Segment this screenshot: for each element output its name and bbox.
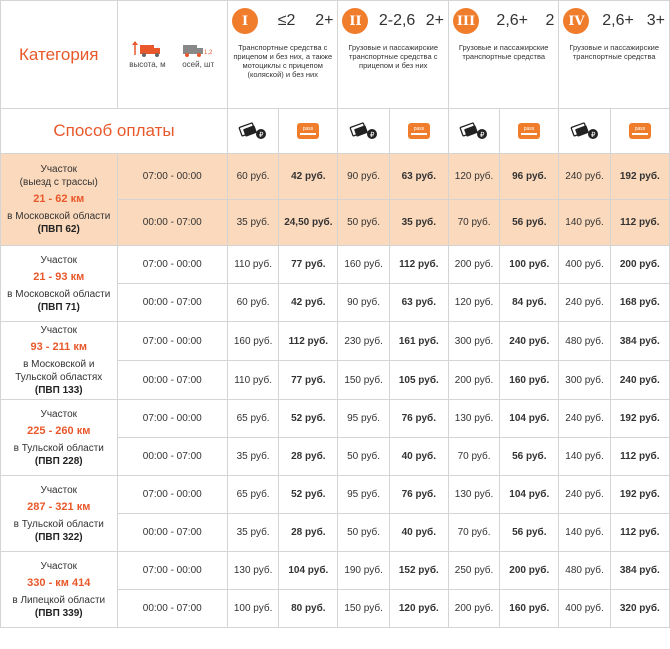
price-cash: 50 руб. bbox=[338, 438, 389, 476]
price-cash: 95 руб. bbox=[338, 400, 389, 438]
time-range: 07:00 - 00:00 bbox=[117, 246, 227, 284]
price-cash: 90 руб. bbox=[338, 154, 389, 200]
price-transponder: 77 руб. bbox=[279, 361, 338, 400]
price-cash: 100 руб. bbox=[227, 590, 278, 628]
category-icons-cell bbox=[117, 1, 227, 109]
section-pvp: (ПВП 62) bbox=[37, 224, 80, 235]
axles-range: 1,2 bbox=[204, 49, 213, 56]
price-cash: 35 руб. bbox=[227, 514, 278, 552]
price-transponder: 384 руб. bbox=[610, 322, 669, 361]
class-3-header bbox=[448, 1, 558, 109]
price-transponder: 384 руб. bbox=[610, 552, 669, 590]
payment-pass-cell bbox=[279, 109, 338, 154]
table-row bbox=[1, 322, 670, 361]
price-cash: 140 руб. bbox=[559, 200, 610, 246]
section-pvp: (ПВП 322) bbox=[34, 531, 83, 543]
price-transponder: 24,50 руб. bbox=[279, 200, 338, 246]
section-pvp: (ПВП 133) bbox=[34, 385, 83, 396]
price-transponder: 56 руб. bbox=[500, 438, 559, 476]
cash-card-icon bbox=[228, 122, 278, 140]
section-title: Участок bbox=[40, 325, 78, 336]
price-cash: 140 руб. bbox=[559, 438, 610, 476]
price-transponder: 28 руб. bbox=[279, 514, 338, 552]
price-transponder: 96 руб. bbox=[500, 154, 559, 200]
price-transponder: 76 руб. bbox=[389, 400, 448, 438]
price-cash: 480 руб. bbox=[559, 552, 610, 590]
class-2-axles: 2+ bbox=[425, 12, 444, 29]
pass-label: pass bbox=[634, 126, 646, 132]
price-cash: 200 руб. bbox=[448, 361, 499, 400]
section-title: Участок bbox=[40, 408, 78, 420]
section-km: 93 - 211 км bbox=[30, 341, 87, 353]
section-pvp: (ПВП 71) bbox=[37, 301, 80, 313]
price-transponder: 77 руб. bbox=[279, 246, 338, 284]
class-1-description: Транспортные средства с прицепом и без них, а также мотоциклы с прицепом (коляской) и без них bbox=[233, 43, 333, 79]
payment-cash-cell bbox=[559, 109, 610, 154]
section-label-cell bbox=[1, 400, 118, 476]
section-title: Участок bbox=[40, 254, 78, 266]
table-row bbox=[1, 552, 670, 590]
class-1-height: ≤2 bbox=[277, 12, 296, 29]
class-1-header bbox=[227, 1, 337, 109]
price-cash: 230 руб. bbox=[338, 322, 389, 361]
cash-card-icon bbox=[559, 122, 609, 140]
price-cash: 70 руб. bbox=[448, 514, 499, 552]
price-cash: 150 руб. bbox=[338, 361, 389, 400]
table-row bbox=[1, 154, 670, 200]
class-1-badge: I bbox=[232, 8, 258, 34]
time-range: 07:00 - 00:00 bbox=[117, 322, 227, 361]
table-row bbox=[1, 400, 670, 438]
price-transponder: 160 руб. bbox=[500, 590, 559, 628]
price-cash: 120 руб. bbox=[448, 284, 499, 322]
section-km: 287 - 321 км bbox=[27, 500, 91, 513]
time-range: 07:00 - 00:00 bbox=[117, 400, 227, 438]
price-transponder: 192 руб. bbox=[610, 476, 669, 514]
section-km: 21 - 62 км bbox=[33, 193, 85, 205]
payment-title: Способ оплаты bbox=[53, 121, 175, 140]
price-transponder: 112 руб. bbox=[610, 514, 669, 552]
price-transponder: 160 руб. bbox=[500, 361, 559, 400]
price-transponder: 192 руб. bbox=[610, 154, 669, 200]
price-transponder: 56 руб. bbox=[500, 200, 559, 246]
price-cash: 50 руб. bbox=[338, 514, 389, 552]
price-transponder: 112 руб. bbox=[610, 200, 669, 246]
section-label-cell bbox=[1, 552, 118, 628]
time-range: 00:00 - 07:00 bbox=[117, 284, 227, 322]
price-transponder: 42 руб. bbox=[279, 154, 338, 200]
section-region: в Московской и Тульской областях bbox=[15, 359, 103, 383]
price-transponder: 52 руб. bbox=[279, 476, 338, 514]
axles-label: осей, шт bbox=[182, 59, 215, 69]
price-cash: 300 руб. bbox=[559, 361, 610, 400]
price-cash: 140 руб. bbox=[559, 514, 610, 552]
category-title: Категория bbox=[19, 45, 99, 64]
axles-icon bbox=[181, 41, 215, 69]
price-transponder: 100 руб. bbox=[500, 246, 559, 284]
price-transponder: 104 руб. bbox=[500, 400, 559, 438]
class-2-description: Грузовые и пассажирские транспортные средства с прицепом и без них bbox=[348, 43, 438, 70]
price-cash: 160 руб. bbox=[338, 246, 389, 284]
price-cash: 190 руб. bbox=[338, 552, 389, 590]
price-transponder: 200 руб. bbox=[610, 246, 669, 284]
price-transponder: 84 руб. bbox=[500, 284, 559, 322]
transponder-pass-icon bbox=[611, 122, 669, 140]
time-range: 00:00 - 07:00 bbox=[117, 361, 227, 400]
price-cash: 90 руб. bbox=[338, 284, 389, 322]
time-range: 07:00 - 00:00 bbox=[117, 154, 227, 200]
transponder-pass-icon bbox=[279, 122, 337, 140]
category-header-row bbox=[1, 1, 670, 109]
price-cash: 120 руб. bbox=[448, 154, 499, 200]
price-transponder: 40 руб. bbox=[389, 438, 448, 476]
price-cash: 35 руб. bbox=[227, 438, 278, 476]
price-transponder: 112 руб. bbox=[279, 322, 338, 361]
payment-pass-cell bbox=[610, 109, 669, 154]
section-km: 21 - 93 км bbox=[33, 270, 85, 283]
price-transponder: 152 руб. bbox=[389, 552, 448, 590]
svg-text:₽: ₽ bbox=[259, 132, 264, 139]
price-cash: 240 руб. bbox=[559, 400, 610, 438]
section-label-cell bbox=[1, 476, 118, 552]
class-1-axles: 2+ bbox=[315, 12, 334, 29]
price-transponder: 168 руб. bbox=[610, 284, 669, 322]
section-label-cell bbox=[1, 154, 118, 246]
price-cash: 70 руб. bbox=[448, 438, 499, 476]
price-cash: 480 руб. bbox=[559, 322, 610, 361]
price-transponder: 80 руб. bbox=[279, 590, 338, 628]
cash-card-icon bbox=[338, 122, 388, 140]
class-4-height: 2,6+ bbox=[602, 12, 634, 29]
price-cash: 35 руб. bbox=[227, 200, 278, 246]
class-4-description: Грузовые и пассажирские транспортные средства bbox=[569, 43, 659, 61]
time-range: 07:00 - 00:00 bbox=[117, 552, 227, 590]
price-cash: 130 руб. bbox=[227, 552, 278, 590]
section-region: в Тульской области bbox=[13, 518, 104, 530]
price-cash: 65 руб. bbox=[227, 476, 278, 514]
svg-text:₽: ₽ bbox=[590, 132, 595, 139]
price-cash: 240 руб. bbox=[559, 284, 610, 322]
price-transponder: 104 руб. bbox=[500, 476, 559, 514]
class-4-axles: 3+ bbox=[646, 12, 665, 29]
time-range: 07:00 - 00:00 bbox=[117, 476, 227, 514]
category-title-cell bbox=[1, 1, 118, 109]
time-range: 00:00 - 07:00 bbox=[117, 514, 227, 552]
section-subtitle: (выезд с трассы) bbox=[19, 177, 98, 188]
price-cash: 300 руб. bbox=[448, 322, 499, 361]
section-pvp: (ПВП 228) bbox=[34, 455, 83, 467]
time-range: 00:00 - 07:00 bbox=[117, 438, 227, 476]
price-cash: 110 руб. bbox=[227, 246, 278, 284]
class-3-height: 2,6+ bbox=[496, 12, 529, 29]
section-region: в Тульской области bbox=[13, 442, 104, 454]
payment-cash-cell bbox=[338, 109, 389, 154]
price-cash: 240 руб. bbox=[559, 154, 610, 200]
price-cash: 200 руб. bbox=[448, 246, 499, 284]
class-3-axles: 2 bbox=[545, 12, 555, 29]
price-transponder: 161 руб. bbox=[389, 322, 448, 361]
price-transponder: 42 руб. bbox=[279, 284, 338, 322]
section-region: в Московской области bbox=[7, 211, 111, 222]
transponder-pass-icon bbox=[390, 122, 448, 140]
class-4-badge: IV bbox=[563, 8, 589, 34]
price-transponder: 120 руб. bbox=[389, 590, 448, 628]
time-range: 00:00 - 07:00 bbox=[117, 590, 227, 628]
price-cash: 70 руб. bbox=[448, 200, 499, 246]
price-transponder: 35 руб. bbox=[389, 200, 448, 246]
section-km: 330 - км 414 bbox=[27, 576, 91, 589]
price-cash: 160 руб. bbox=[227, 322, 278, 361]
price-transponder: 112 руб. bbox=[610, 438, 669, 476]
price-transponder: 40 руб. bbox=[389, 514, 448, 552]
pass-label: pass bbox=[524, 126, 535, 132]
section-title: Участок bbox=[40, 164, 78, 175]
height-label: высота, м bbox=[129, 59, 166, 69]
class-3-description: Грузовые и пассажирские транспортные средства bbox=[458, 43, 549, 61]
class-3-badge: III bbox=[453, 8, 479, 34]
price-cash: 50 руб. bbox=[338, 200, 389, 246]
price-transponder: 320 руб. bbox=[610, 590, 669, 628]
pass-label: pass bbox=[303, 126, 314, 132]
class-4-header bbox=[559, 1, 670, 109]
svg-text:₽: ₽ bbox=[369, 132, 375, 139]
payment-method-row bbox=[1, 109, 670, 154]
table-row bbox=[1, 246, 670, 284]
price-transponder: 63 руб. bbox=[389, 154, 448, 200]
cash-card-icon bbox=[449, 122, 499, 140]
transponder-pass-icon bbox=[500, 122, 558, 140]
price-transponder: 63 руб. bbox=[389, 284, 448, 322]
section-region: в Московской области bbox=[7, 288, 111, 300]
payment-cash-cell bbox=[448, 109, 499, 154]
price-cash: 250 руб. bbox=[448, 552, 499, 590]
price-transponder: 104 руб. bbox=[279, 552, 338, 590]
price-transponder: 56 руб. bbox=[500, 514, 559, 552]
class-2-header bbox=[338, 1, 448, 109]
price-cash: 95 руб. bbox=[338, 476, 389, 514]
table-row bbox=[1, 476, 670, 514]
height-icon bbox=[129, 41, 165, 69]
class-2-height: 2-2,6 bbox=[378, 12, 416, 29]
class-2-badge: II bbox=[342, 8, 368, 34]
price-cash: 240 руб. bbox=[559, 476, 610, 514]
time-range: 00:00 - 07:00 bbox=[117, 200, 227, 246]
price-cash: 400 руб. bbox=[559, 590, 610, 628]
payment-cash-cell bbox=[227, 109, 278, 154]
payment-pass-cell bbox=[500, 109, 559, 154]
section-km: 225 - 260 км bbox=[27, 424, 91, 437]
price-cash: 150 руб. bbox=[338, 590, 389, 628]
price-cash: 60 руб. bbox=[227, 154, 278, 200]
price-transponder: 192 руб. bbox=[610, 400, 669, 438]
price-transponder: 105 руб. bbox=[389, 361, 448, 400]
price-transponder: 200 руб. bbox=[500, 552, 559, 590]
section-pvp: (ПВП 339) bbox=[34, 607, 83, 619]
section-label-cell bbox=[1, 246, 118, 322]
section-region: в Липецкой области bbox=[12, 594, 106, 606]
price-cash: 65 руб. bbox=[227, 400, 278, 438]
price-transponder: 240 руб. bbox=[610, 361, 669, 400]
price-cash: 130 руб. bbox=[448, 400, 499, 438]
price-cash: 60 руб. bbox=[227, 284, 278, 322]
price-transponder: 28 руб. bbox=[279, 438, 338, 476]
svg-text:₽: ₽ bbox=[480, 132, 485, 139]
section-title: Участок bbox=[40, 484, 78, 496]
section-title: Участок bbox=[40, 560, 78, 572]
price-transponder: 112 руб. bbox=[389, 246, 448, 284]
price-transponder: 240 руб. bbox=[500, 322, 559, 361]
payment-pass-cell bbox=[389, 109, 448, 154]
price-cash: 130 руб. bbox=[448, 476, 499, 514]
price-cash: 200 руб. bbox=[448, 590, 499, 628]
price-transponder: 76 руб. bbox=[389, 476, 448, 514]
pass-label: pass bbox=[413, 126, 425, 132]
price-cash: 110 руб. bbox=[227, 361, 278, 400]
payment-title-cell bbox=[1, 109, 228, 154]
price-cash: 400 руб. bbox=[559, 246, 610, 284]
price-transponder: 52 руб. bbox=[279, 400, 338, 438]
section-label-cell bbox=[1, 322, 118, 400]
